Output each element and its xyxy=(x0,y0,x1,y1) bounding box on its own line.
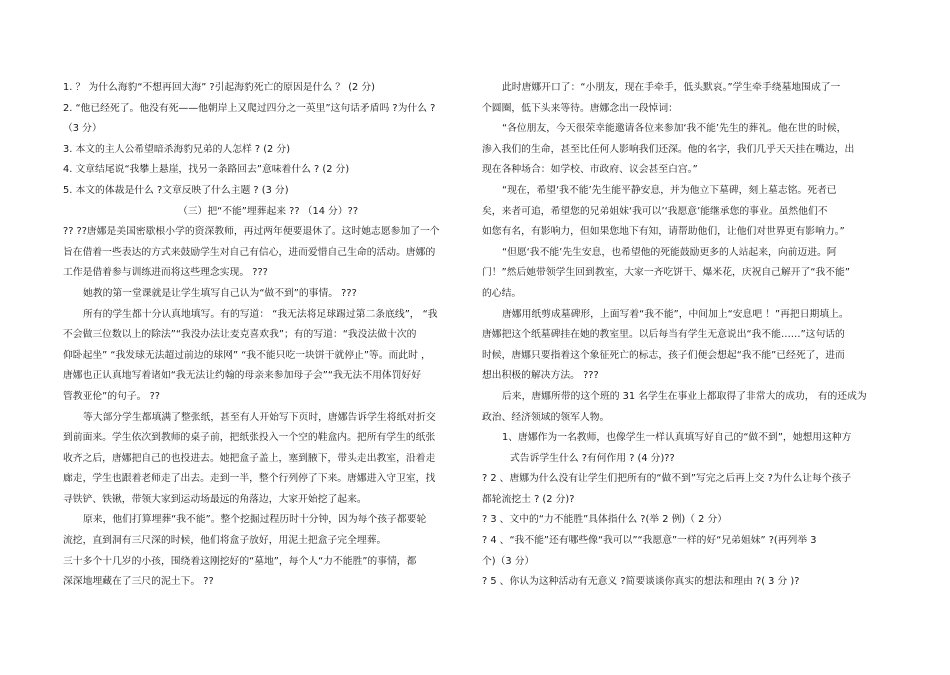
text-line: 1. ？ 为什么海豹“不想再回大海” ?引起海豹死亡的原因是什么 ？ (2 分) xyxy=(63,82,375,93)
text-line: 唐娜也正认真地写着诸如“我无法让约翰的母亲来参加母子会”“我无法不用体罚好好 xyxy=(63,370,422,382)
text-line: 流挖，直到洞有三尺深的时候，他们将盒子放好，用泥土把盒子完全埋葬。 xyxy=(63,535,387,547)
text-line: 不会做三位数以上的除法”“我没办法让麦克喜欢我”；有的写道：“我没法做十次的 xyxy=(63,329,417,341)
text-line: 唐娜用纸剪成墓碑形，上面写着“我不能”，中间加上“安息吧 ！”再把日期填上。 xyxy=(502,308,849,320)
text-line: 到前面来。学生依次到教师的桌子前，把纸张投入一个空的鞋盒内。把所有学生的纸张 xyxy=(63,432,436,444)
text-line: ? 2 、唐娜为什么没有让学生们把所有的“做不到”写完之后再上交 ?为什么让每个孩子 xyxy=(482,473,852,485)
text-line: 政治、经济领域的领军人物。 xyxy=(482,411,610,423)
text-line: “但愿‘我不能’先生安息，也希望他的死能鼓励更多的人站起来，向前迈进。阿 xyxy=(502,246,837,258)
left-column xyxy=(63,78,473,593)
text-line: 3. 本文的主人公希望暗杀海豹兄弟的人怎样 ? (2 分) xyxy=(63,143,291,155)
text-line: 深深地埋藏在了三尺的泥土下。 ?? xyxy=(63,576,214,588)
text-line: ? 4 、“我不能”还有哪些像“我可以”“我愿意”一样的好“兄弟姐妹” ?(再列举 3 xyxy=(482,535,817,547)
text-line: 个圆圈，低下头来等待。唐娜念出一段悼词： xyxy=(482,102,678,114)
text-line: 仰卧起坐” “我发球无法超过前边的球网” “我不能只吃一块饼干就停止”等。而此时 ， xyxy=(63,349,431,361)
text-line: 矣，来者可追，希望您的兄弟姐妹‘我可以’‘我愿意’能继承您的事业。虽然他们不 xyxy=(482,205,828,217)
text-line: 她教的第一堂课就是让学生填写自己认为“做不到”的事情。 ??? xyxy=(83,287,357,299)
text-line: 旨在借着一些表达的方式来鼓励学生对自己有信心，进而爱惜自己生命的活动。唐娜的 xyxy=(63,246,436,258)
text-line: 门！”然后她带领学生回到教室，大家一齐吃饼干、爆米花，庆祝自己解开了“我不能” xyxy=(482,267,850,279)
text-line: 后来，唐娜所带的这个班的 31 名学生在事业上都取得了非常大的成功， 有的还成为 xyxy=(502,390,867,402)
text-line: 1、唐娜作为一名教师，也像学生一样认真填写好自己的“做不到”，她想用这种方 xyxy=(502,432,852,444)
text-line: 等大部分学生都填满了整张纸，甚至有人开始写下页时，唐娜告诉学生将纸对折交 xyxy=(83,411,436,423)
text-line: ? 3 、文中的“力不能胜”具体指什么 ?(举 2 例)（ 2 分） xyxy=(482,514,728,526)
text-line: ? 5 、你认为这种活动有无意义 ?简要谈谈你真实的想法和理由 ?( 3 分 )? xyxy=(482,576,800,588)
text-line: （三）把“不能”埋葬起来 ?? （14 分）?? xyxy=(177,205,359,217)
text-line: 收齐之后，唐娜把自己的也投进去。她把盒子盖上，塞到腋下，带头走出教室，沿着走 xyxy=(63,452,436,464)
text-line: 寻铁铲、铁锹，带领大家到运动场最远的角落边，大家开始挖了起来。 xyxy=(63,493,367,505)
text-line: 5. 本文的体裁是什么 ?文章反映了什么主题 ? (3 分) xyxy=(63,184,289,196)
text-line: 原来，他们打算埋葬“我不能”。整个挖掘过程历时十分钟，因为每个孩子都要轮 xyxy=(83,514,427,526)
text-line: 4. 文章结尾说“我攀上悬崖，找另一条路回去”意味着什么 ? (2 分) xyxy=(63,164,350,176)
text-line: 三十多个十几岁的小孩，围绕着这刚挖好的“墓地”，每个人“力不能胜”的事情，都 xyxy=(63,555,417,567)
text-line: 2. “他已经死了。他没有死——他朝岸上又爬过四分之一英里”这句话矛盾吗 ?为什么 ? xyxy=(63,102,436,114)
text-line: 廊走，学生也跟着老师走了出去。走到一半，整个行列停了下来。唐娜进入守卫室，找 xyxy=(63,473,436,485)
text-line: 唐娜把这个纸墓碑挂在她的教室里。以后每当有学生无意说出“我不能……”这句话的 xyxy=(482,329,845,341)
text-line: 的心结。 xyxy=(482,287,522,299)
text-line: 现在各种场合：如学校、市政府、议会甚至白宫。” xyxy=(482,164,698,176)
text-line: “现在，希望‘我不能’先生能平静安息，并为他立下墓碑，刻上墓志铭。死者已 xyxy=(502,184,837,196)
text-line: 所有的学生都十分认真地填写。有的写道： “我无法将足球踢过第二条底线”， “我 xyxy=(83,308,438,320)
text-line: “各位朋友，今天很荣幸能邀请各位来参加‘我不能’先生的葬礼。他在世的时候， xyxy=(502,123,847,135)
text-line: 式告诉学生什么 ?有何作用 ? (4 分)?? xyxy=(510,452,675,464)
text-line: ?? ??唐娜是美国密歇根小学的资深教师，再过两年便要退休了。这时她志愿参加了一个 xyxy=(63,226,440,238)
text-line: 渗入我们的生命，甚至比任何人影响我们还深。他的名字，我们几乎天天挂在嘴边，出 xyxy=(482,143,855,155)
right-column xyxy=(482,78,882,593)
text-line: 想出积极的解决方法。 ??? xyxy=(482,370,599,382)
text-line: 管教亚伦”的句子。 ?? xyxy=(63,390,160,402)
text-line: （3 分） xyxy=(63,123,102,135)
text-line: 时候，唐娜只要指着这个象征死亡的标志，孩子们便会想起“我不能”已经死了，进而 xyxy=(482,349,845,361)
text-line: 如您有名，有影响力，但如果您地下有知，请帮助他们，让他们对世界更有影响力。” xyxy=(482,226,845,238)
text-line: 此时唐娜开口了：“小朋友，现在手牵手，低头默哀。”学生牵手绕墓地围成了一 xyxy=(502,82,841,93)
text-line: 都轮流挖土 ? (2 分)? xyxy=(482,493,575,505)
text-line: 个)（3 分） xyxy=(482,555,535,567)
text-line: 工作是借着参与训练进而将这些理念实现。 ??? xyxy=(63,267,268,279)
